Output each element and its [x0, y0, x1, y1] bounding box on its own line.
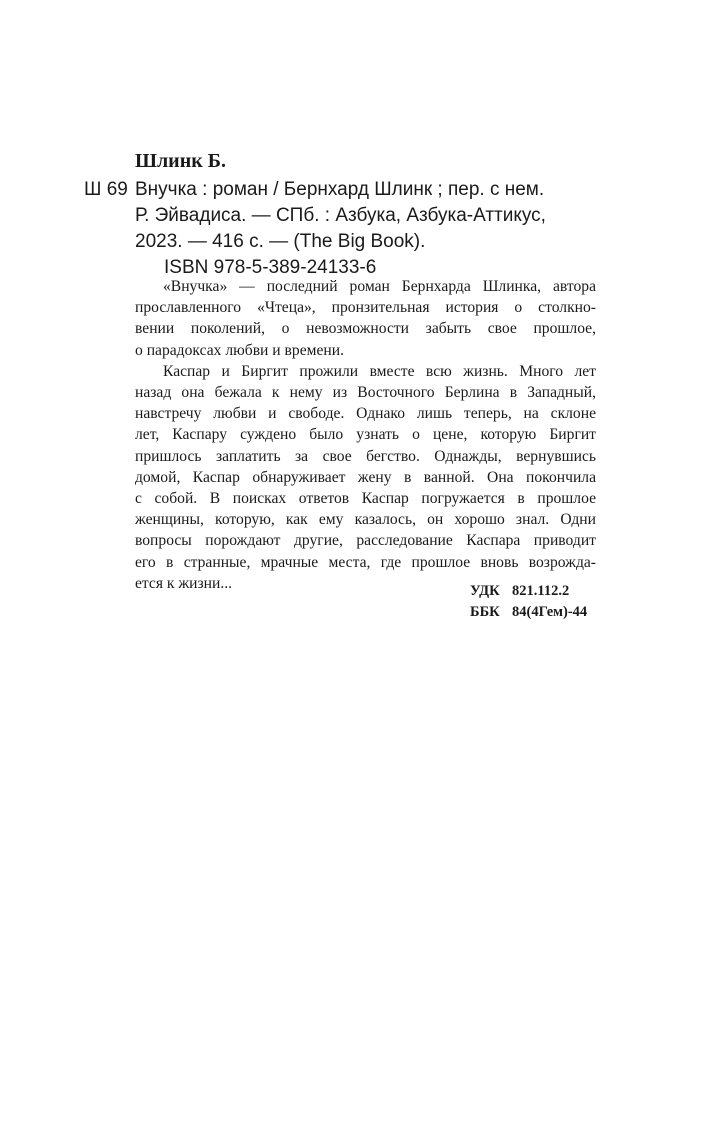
isbn: ISBN 978-5-389-24133-6 — [164, 257, 377, 278]
annotation-line: о парадоксах любви и времени. — [135, 341, 345, 359]
annotation-line: «Внучка» — последний роман Бернхарда Шлинка, автора — [163, 278, 596, 295]
bibliographic-description — [135, 177, 605, 281]
annotation — [135, 276, 596, 594]
annotation-line: пришлось заплатить за свое бегство. Однажды, вернувшись — [135, 447, 596, 465]
bibliographic-line: Внучка : роман / Бернхард Шлинк ; пер. с нем. — [135, 179, 545, 200]
annotation-line: Каспар и Биргит прожили вместе всю жизнь. Много лет — [163, 362, 596, 380]
bibliographic-line: 2023. — 416 с. — (The Big Book). — [135, 231, 426, 252]
annotation-paragraph-1 — [135, 276, 596, 361]
annotation-line: навстречу любви и свободе. Однако лишь теперь, на склоне — [135, 405, 596, 423]
bbk-row — [470, 602, 587, 623]
annotation-line: его в странные, мрачные места, где прошлое вновь возрожда- — [135, 553, 596, 571]
annotation-line: назад она бежала к нему из Восточного Берлина в Западный, — [135, 384, 596, 402]
annotation-line: прославленного «Чтеца», пронзительная история о столкно- — [135, 299, 596, 317]
annotation-line: с собой. В поисках ответов Каспар погружается в прошлое — [135, 490, 596, 508]
bibliographic-line: Р. Эйвадиса. — СПб. : Азбука, Азбука-Аттикус, — [135, 205, 546, 226]
annotation-line: вопросы порождают другие, расследование Каспара приводит — [135, 532, 596, 550]
udk-value: 821.112.2 — [512, 583, 570, 599]
author-heading: Шлинк Б. — [135, 150, 226, 172]
udk-row — [470, 581, 587, 602]
bbk-label: ББК — [470, 604, 500, 620]
bbk-value: 84(4Гем)-44 — [512, 604, 588, 620]
annotation-line: домой, Каспар обнаруживает жену в ванной. Она покончила — [135, 468, 596, 486]
library-code: Ш 69 — [84, 179, 128, 200]
annotation-paragraph-2 — [135, 361, 596, 594]
annotation-line: женщины, которую, как ему казалось, он хорошо знал. Одни — [135, 511, 596, 529]
annotation-line: вении поколений, о невозможности забыть свое прошлое, — [135, 320, 596, 338]
annotation-line: лет, Каспару суждено было узнать о цене, которую Биргит — [135, 426, 596, 444]
udk-label: УДК — [470, 583, 500, 599]
classification-indices — [470, 581, 587, 623]
annotation-line: ется к жизни... — [135, 574, 233, 592]
